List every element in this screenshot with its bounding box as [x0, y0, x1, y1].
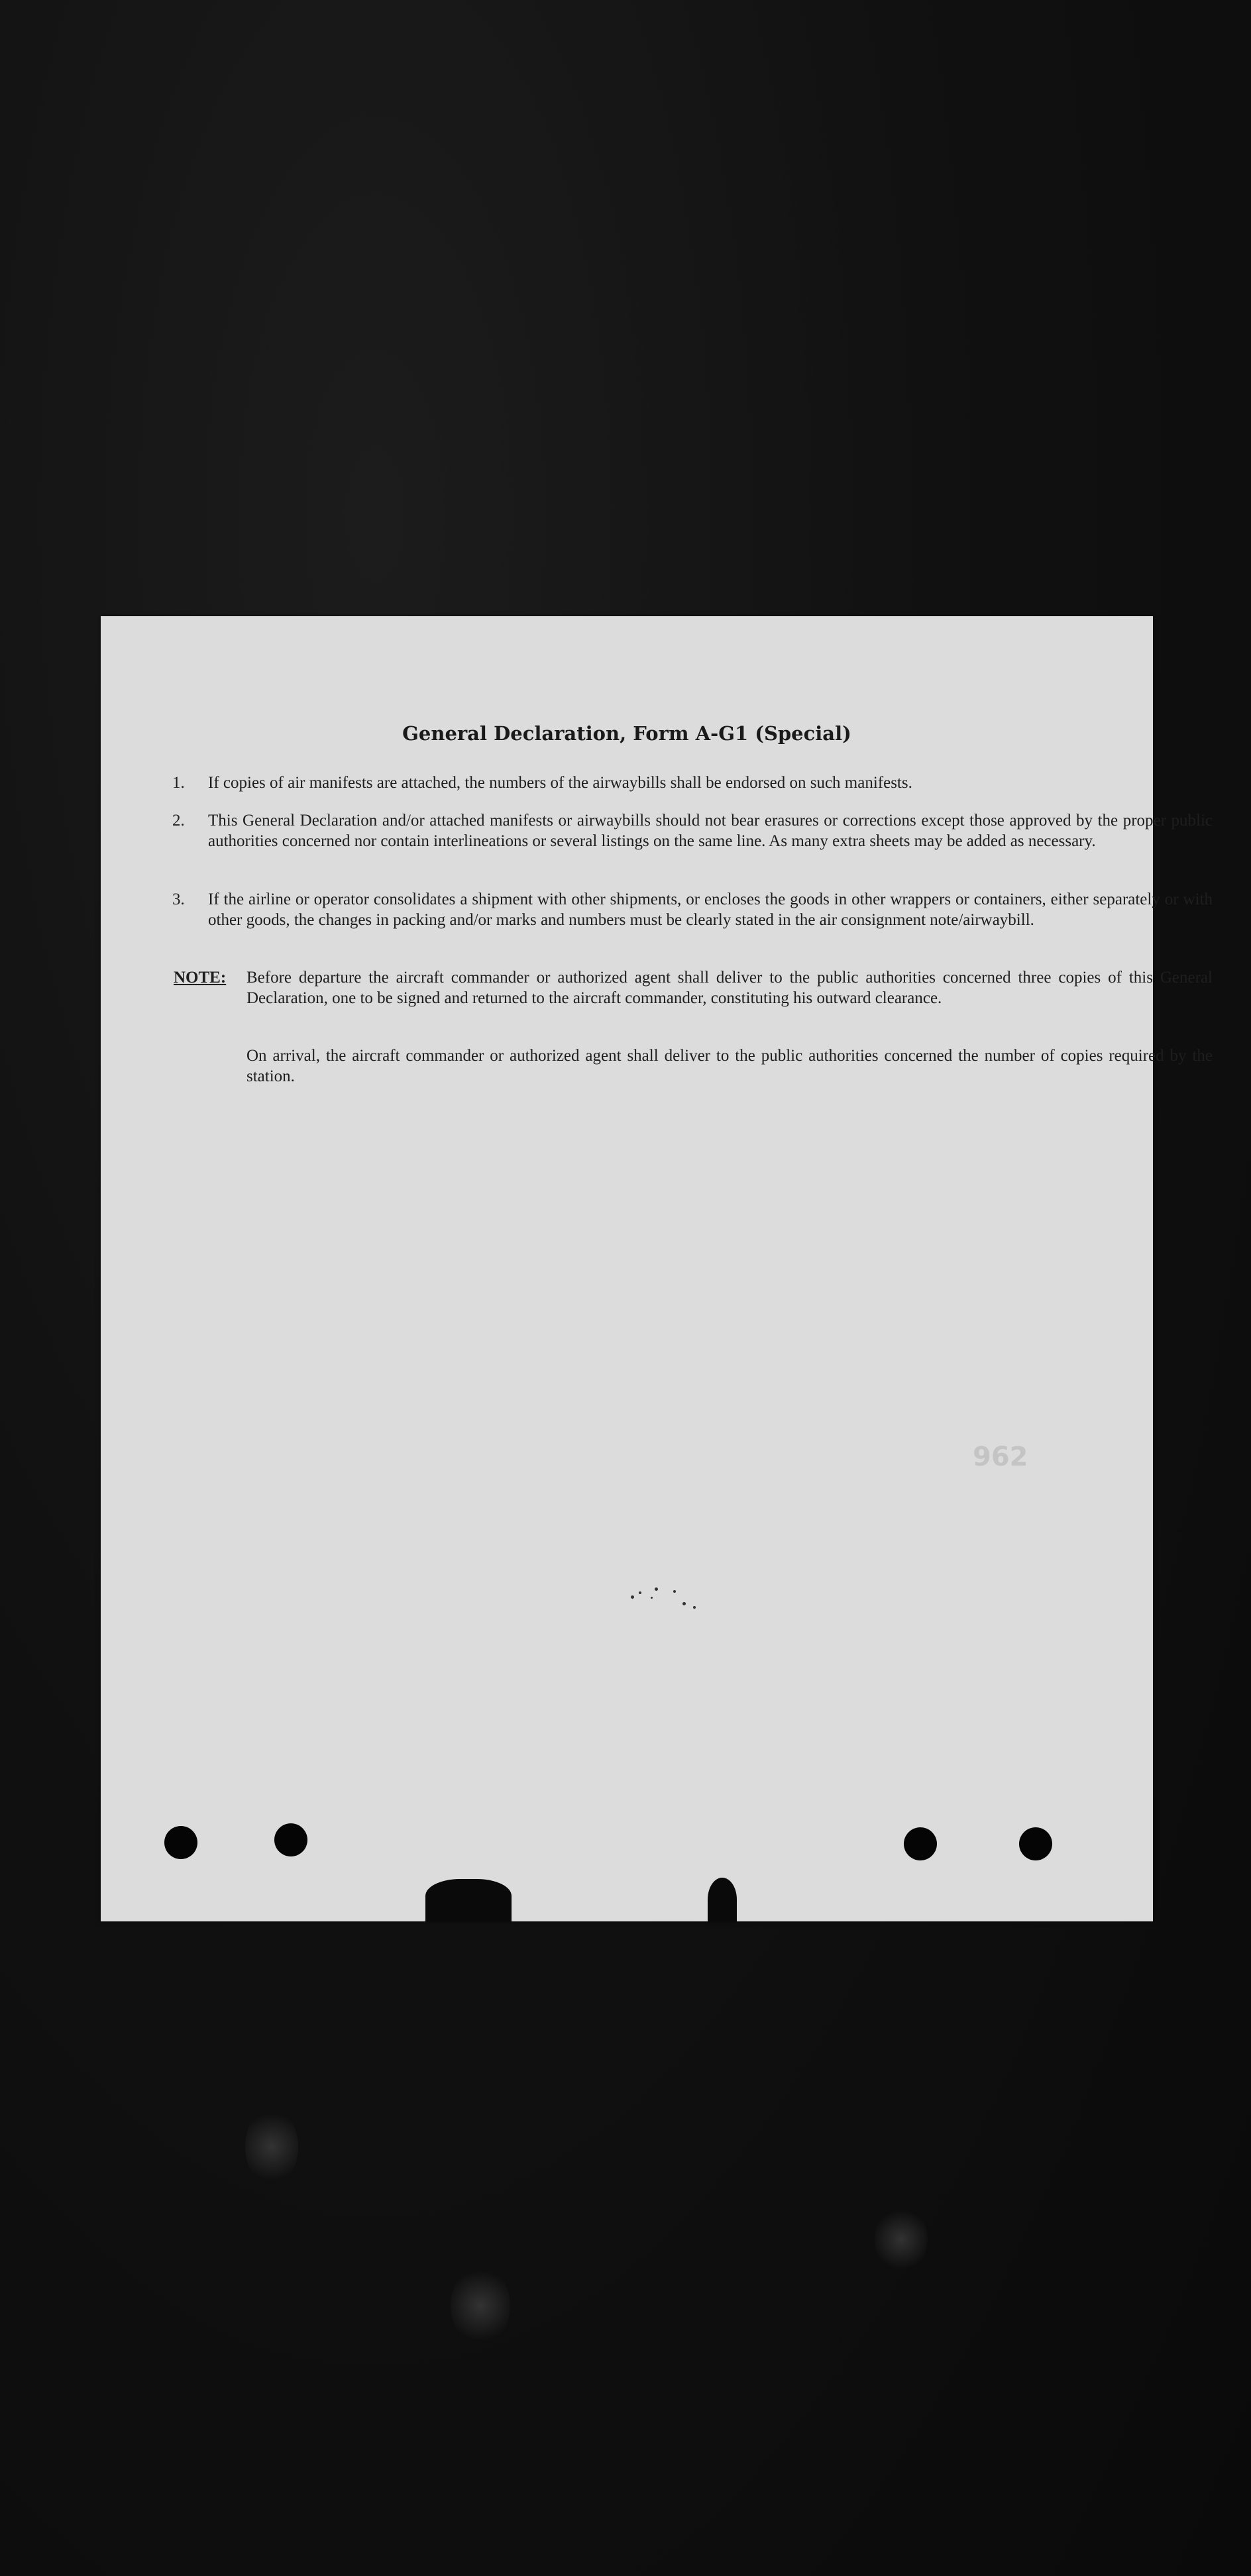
- ink-speck: [655, 1587, 658, 1591]
- ink-speck: [631, 1595, 634, 1599]
- faint-stamp: 962: [973, 1442, 1028, 1472]
- ink-speck: [693, 1606, 696, 1609]
- punch-hole: [904, 1827, 937, 1860]
- paper-tear: [425, 1879, 512, 1921]
- note-paragraph: Before departure the aircraft commander or authorized agent shall deliver to the public authorities concerned three copies of this General Declaration, one to be signed and returned to the aircraft commander, constituting his outward clearance.: [246, 969, 1213, 1007]
- note-label: NOTE:: [174, 969, 227, 987]
- scan-glare: [451, 2266, 510, 2345]
- note-paragraph: On arrival, the aircraft commander or authorized agent shall deliver to the public authorities concerned the number of copies required by the station.: [246, 1047, 1213, 1085]
- scan-glare: [875, 2206, 928, 2273]
- paper-tear: [708, 1878, 737, 1921]
- item-text: This General Declaration and/or attached manifests or airwaybills should not bear erasures or corrections except those approved by the proper public authorities concerned nor contain interlineations or several listings on the same line. As many extra sheets may be added as necessary.: [208, 812, 1213, 850]
- ink-speck: [673, 1590, 676, 1593]
- ink-speck: [682, 1602, 686, 1605]
- item-number: 3.: [172, 890, 185, 908]
- punch-hole: [1019, 1827, 1052, 1860]
- item-number: 1.: [172, 774, 185, 792]
- punch-hole: [164, 1826, 197, 1859]
- document-page: [101, 616, 1213, 1921]
- item-text: If copies of air manifests are attached, the numbers of the airwaybills shall be endorsed on such manifests.: [208, 774, 912, 792]
- item-text: If the airline or operator consolidates a shipment with other shipments, or encloses the goods in other wrappers or containers, either separately or with other goods, the changes in packing and/or marks and numbers must be clearly stated in the air consignment note/airwaybill.: [208, 890, 1213, 929]
- punch-hole: [274, 1823, 307, 1856]
- scan-glare: [245, 2107, 298, 2186]
- item-number: 2.: [172, 812, 185, 830]
- page-title: General Declaration, Form A-G1 (Special): [402, 722, 851, 745]
- ink-speck: [639, 1591, 641, 1594]
- ink-speck: [651, 1597, 653, 1599]
